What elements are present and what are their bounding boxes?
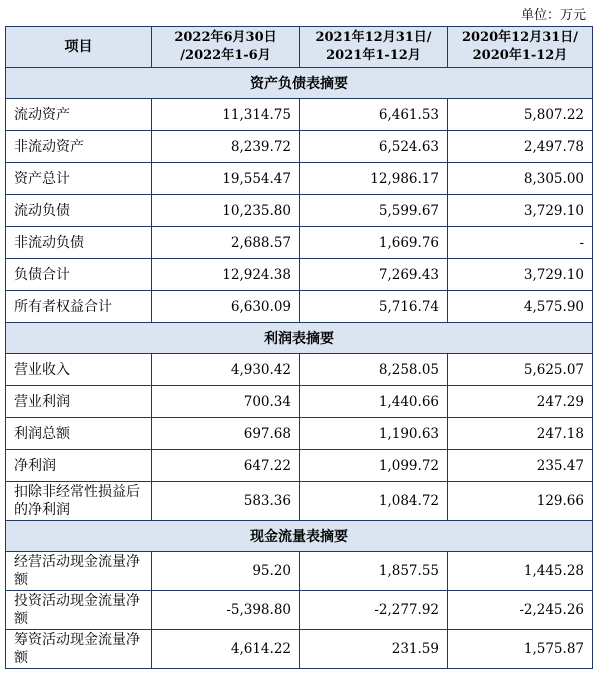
row-label: 资产总计: [6, 163, 152, 195]
table-row: [6, 482, 593, 521]
table-row: [6, 386, 593, 418]
row-label: 扣除非经常性损益后的净利润: [6, 482, 152, 521]
value-cell: 700.34: [152, 386, 300, 418]
value-cell: 95.20: [152, 552, 300, 591]
table-row: [6, 591, 593, 630]
value-cell: 7,269.43: [300, 259, 448, 291]
row-label: 筹资活动现金流量净额: [6, 630, 152, 669]
header-line: 2022年6月30日: [174, 30, 277, 45]
value-cell: 235.47: [448, 450, 593, 482]
section-header-row: [6, 68, 593, 99]
header-line: 2021年12月31日/: [315, 30, 432, 45]
row-label: 净利润: [6, 450, 152, 482]
value-cell: 1,669.76: [300, 227, 448, 259]
value-cell: 5,716.74: [300, 291, 448, 323]
value-cell: 1,190.63: [300, 418, 448, 450]
value-cell: 4,575.90: [448, 291, 593, 323]
value-cell: 4,614.22: [152, 630, 300, 669]
value-cell: 8,305.00: [448, 163, 593, 195]
value-cell: 8,258.05: [300, 354, 448, 386]
value-cell: -2,245.26: [448, 591, 593, 630]
value-cell: -2,277.92: [300, 591, 448, 630]
table-row: [6, 195, 593, 227]
value-cell: 3,729.10: [448, 195, 593, 227]
value-cell: 2,497.78: [448, 131, 593, 163]
table-row: [6, 99, 593, 131]
value-cell: 1,857.55: [300, 552, 448, 591]
value-cell: 10,235.80: [152, 195, 300, 227]
header-line: 2020年12月31日/: [461, 30, 579, 45]
table-row: [6, 552, 593, 591]
header-item: [6, 27, 152, 68]
unit-label: 单位：万元: [520, 8, 586, 23]
row-label: 流动资产: [6, 99, 152, 131]
table-row: [6, 259, 593, 291]
value-cell: 3,729.10: [448, 259, 593, 291]
row-label: 利润总额: [6, 418, 152, 450]
header-line: 2021年1-12月: [326, 48, 421, 63]
value-cell: 12,924.38: [152, 259, 300, 291]
value-cell: 647.22: [152, 450, 300, 482]
table-body: [6, 68, 593, 669]
value-cell: 231.59: [300, 630, 448, 669]
table-row: [6, 291, 593, 323]
row-label: 非流动负债: [6, 227, 152, 259]
row-label: 营业收入: [6, 354, 152, 386]
row-label: 负债合计: [6, 259, 152, 291]
row-label: 所有者权益合计: [6, 291, 152, 323]
header-line: 2020年1-12月: [472, 48, 568, 63]
value-cell: 1,575.87: [448, 630, 593, 669]
value-cell: 1,440.66: [300, 386, 448, 418]
header-line: 项目: [64, 39, 93, 55]
table-row: [6, 630, 593, 669]
header-row: [6, 27, 593, 68]
header-period-3: [448, 27, 593, 68]
financial-summary-table: [5, 26, 593, 669]
table-row: [6, 227, 593, 259]
header-period-2: [300, 27, 448, 68]
value-cell: 6,630.09: [152, 291, 300, 323]
value-cell: 1,084.72: [300, 482, 448, 521]
row-label: 经营活动现金流量净额: [6, 552, 152, 591]
table-row: [6, 163, 593, 195]
value-cell: 6,461.53: [300, 99, 448, 131]
table-row: [6, 450, 593, 482]
row-label: 投资活动现金流量净额: [6, 591, 152, 630]
value-cell: 247.18: [448, 418, 593, 450]
value-cell: 8,239.72: [152, 131, 300, 163]
value-cell: 697.68: [152, 418, 300, 450]
value-cell: 12,986.17: [300, 163, 448, 195]
table-header: [6, 27, 593, 68]
value-cell: 19,554.47: [152, 163, 300, 195]
value-cell: 4,930.42: [152, 354, 300, 386]
value-cell: 583.36: [152, 482, 300, 521]
row-label: 营业利润: [6, 386, 152, 418]
value-cell: -: [448, 227, 593, 259]
value-cell: 5,807.22: [448, 99, 593, 131]
row-label: 流动负债: [6, 195, 152, 227]
value-cell: 11,314.75: [152, 99, 300, 131]
value-cell: 1,445.28: [448, 552, 593, 591]
value-cell: 5,625.07: [448, 354, 593, 386]
value-cell: 5,599.67: [300, 195, 448, 227]
value-cell: 1,099.72: [300, 450, 448, 482]
section-title: 利润表摘要: [6, 323, 593, 354]
table-row: [6, 354, 593, 386]
section-title: 资产负债表摘要: [6, 68, 593, 99]
header-period-1: [152, 27, 300, 68]
table-row: [6, 418, 593, 450]
section-title: 现金流量表摘要: [6, 521, 593, 552]
value-cell: 247.29: [448, 386, 593, 418]
value-cell: 2,688.57: [152, 227, 300, 259]
table-row: [6, 131, 593, 163]
header-line: /2022年1-6月: [180, 48, 271, 63]
row-label: 非流动资产: [6, 131, 152, 163]
value-cell: 6,524.63: [300, 131, 448, 163]
section-header-row: [6, 323, 593, 354]
value-cell: 129.66: [448, 482, 593, 521]
value-cell: -5,398.80: [152, 591, 300, 630]
section-header-row: [6, 521, 593, 552]
